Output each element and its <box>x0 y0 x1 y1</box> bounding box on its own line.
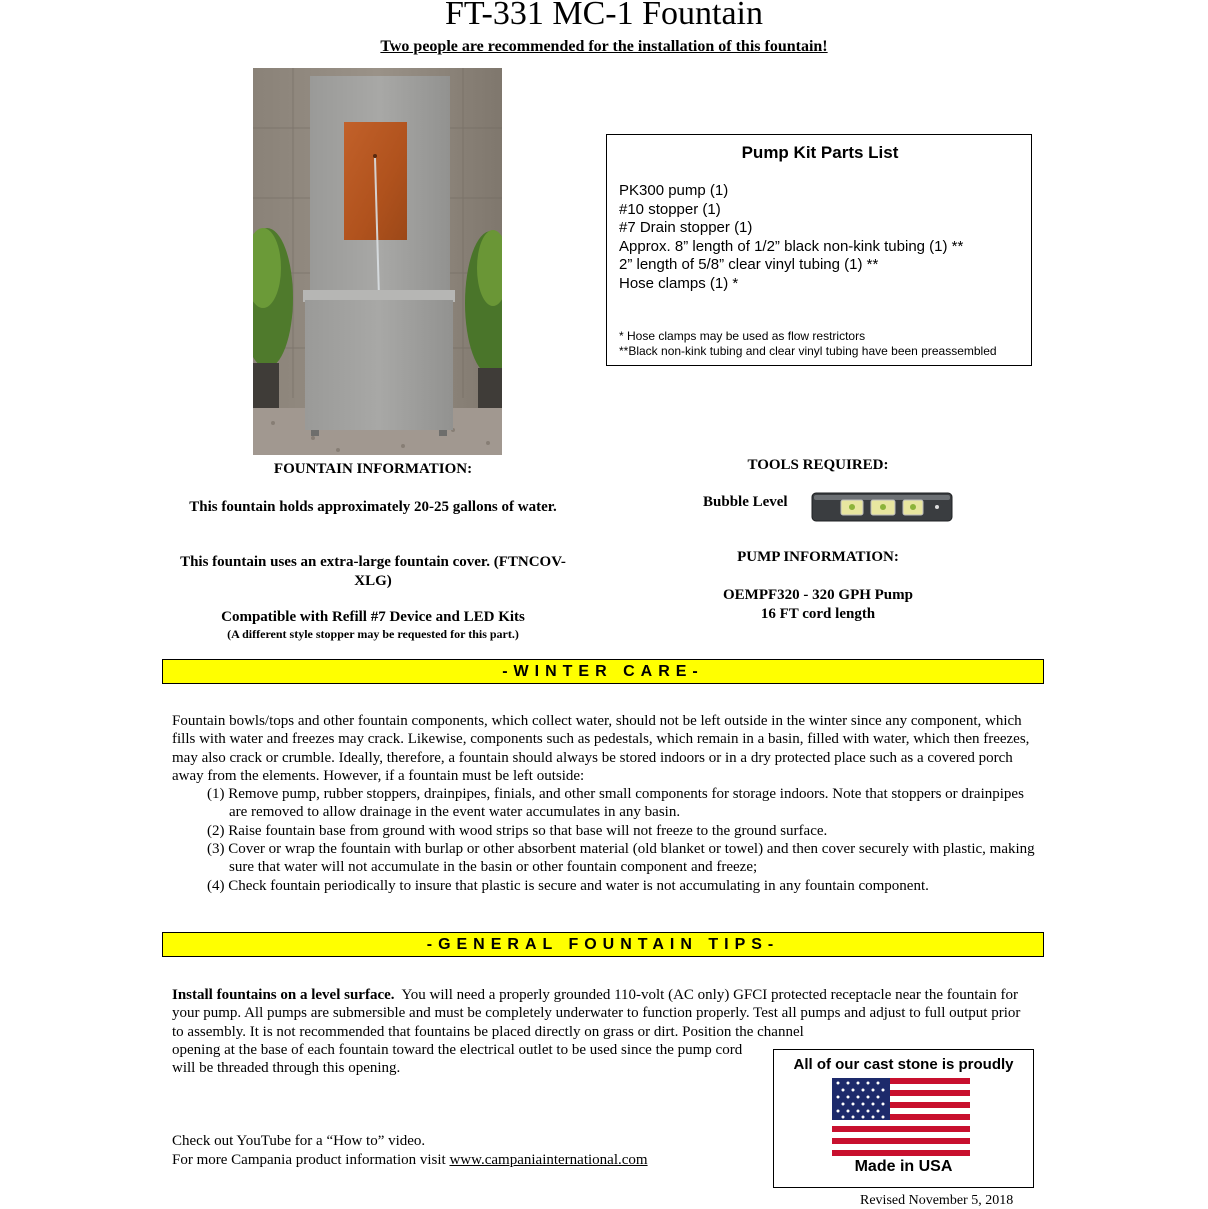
pump-kit-title: Pump Kit Parts List <box>741 143 899 162</box>
list-item: (2) Raise fountain base from ground with wood strips so that base will not freeze to the ground surface. <box>207 822 828 839</box>
tools-heading: TOOLS REQUIRED: <box>747 457 889 473</box>
more-info <box>172 1151 648 1170</box>
revised-date: Revised November 5, 2018 <box>860 1193 1014 1208</box>
pump-model: OEMPF320 - 320 GPH Pump <box>723 587 913 603</box>
page-title: FT-331 MC-1 Fountain <box>444 0 763 32</box>
youtube-text: Check out YouTube for a “How to” video. <box>172 1133 426 1149</box>
us-flag-icon <box>832 1078 970 1156</box>
fountain-cover: This fountain uses an extra-large fountain cover. (FTNCOV-XLG) <box>180 554 566 589</box>
pump-kit-list <box>619 182 963 293</box>
page-subtitle: Two people are recommended for the installation of this fountain! <box>380 38 828 55</box>
fountain-info-heading: FOUNTAIN INFORMATION: <box>273 461 473 477</box>
winter-care-text <box>172 712 1042 895</box>
note: * Hose clamps may be used as flow restrictors <box>619 329 866 343</box>
pump-info <box>618 586 1018 624</box>
tips-lead: Install fountains on a level surface. <box>172 987 395 1003</box>
fountain-photo <box>253 68 502 455</box>
compat-note: (A different style stopper may be requested for this part.) <box>227 627 519 641</box>
list-item: #10 stopper (1) <box>619 200 721 218</box>
list-item: PK300 pump (1) <box>619 182 729 199</box>
winter-intro: Fountain bowls/tops and other fountain components, which collect water, should not be left outside in the winter since any component, which fills with water and freezes may crack. Likewise, components such as pedestals, which remain in a basin, filled with water, which then freezes, may also crack or crumble. Ideally, therefore, a fountain should always be stored indoors or in a dry protected place such as a covered porch away from the elements. However, if a fountain must be left outside: <box>172 713 1030 784</box>
list-item: (4) Check fountain periodically to insure that plastic is secure and water is not accumulating in any fountain component. <box>207 877 929 894</box>
winter-care-bar: -WINTER CARE- <box>162 659 1044 684</box>
more-info-text: For more Campania product information visit <box>172 1151 450 1168</box>
bubble-level-icon <box>811 492 953 522</box>
tips-body-1: You will need a properly grounded 110-volt (AC only) GFCI protected receptacle near the fountain for your pump. All pumps are submersible and must be completely underwater to function properly. Test all pumps and adjust to full output prior to assembly. It is not recommended that fountains be placed directly on grass or dirt. Position the channel <box>172 987 1021 1040</box>
list-item: #7 Drain stopper (1) <box>619 219 753 236</box>
list-item: (1) Remove pump, rubber stoppers, drainpipes, finials, and other small components for storage indoors. Note that stoppers or drainpipes are removed to allow drainage in the event water accumulates in any basin. <box>207 786 1024 821</box>
tips-body-2: opening at the base of each fountain toward the electrical outlet to be used since the pump cord will be threaded through this opening. <box>172 1042 743 1077</box>
made-in-usa-box <box>773 1049 1034 1188</box>
winter-steps <box>172 785 1042 895</box>
general-tips-bar: -GENERAL FOUNTAIN TIPS- <box>162 932 1044 957</box>
list-item: Approx. 8” length of 1/2” black non-kink tubing (1) ** <box>619 237 964 255</box>
bubble-level-label: Bubble Level <box>703 494 788 510</box>
fountain-compat <box>173 609 573 643</box>
pump-cord: 16 FT cord length <box>760 606 876 622</box>
note: **Black non-kink tubing and clear vinyl tubing have been preassembled <box>619 344 997 358</box>
pump-kit-notes <box>619 329 997 359</box>
list-item: (3) Cover or wrap the fountain with burlap or other absorbent material (old blanket or towel) and then cover securely with plastic, making sure that water will not accumulate in the basin or other fountain component and freeze; <box>207 841 1035 876</box>
made-in-usa-text: Made in USA <box>854 1158 953 1175</box>
compat-text: Compatible with Refill #7 Device and LED Kits <box>221 609 525 625</box>
campania-link[interactable]: www.campaniainternational.com <box>449 1151 648 1168</box>
list-item: 2” length of 5/8” clear vinyl tubing (1) ** <box>619 256 879 273</box>
list-item: Hose clamps (1) * <box>619 274 739 292</box>
usa-top-text: All of our cast stone is proudly <box>793 1056 1014 1073</box>
pump-kit-box <box>606 134 1032 366</box>
pump-info-heading: PUMP INFORMATION: <box>737 549 899 565</box>
tips-links <box>172 1132 648 1169</box>
tips-paragraph <box>172 986 1022 1041</box>
fountain-capacity: This fountain holds approximately 20-25 gallons of water. <box>189 499 557 515</box>
